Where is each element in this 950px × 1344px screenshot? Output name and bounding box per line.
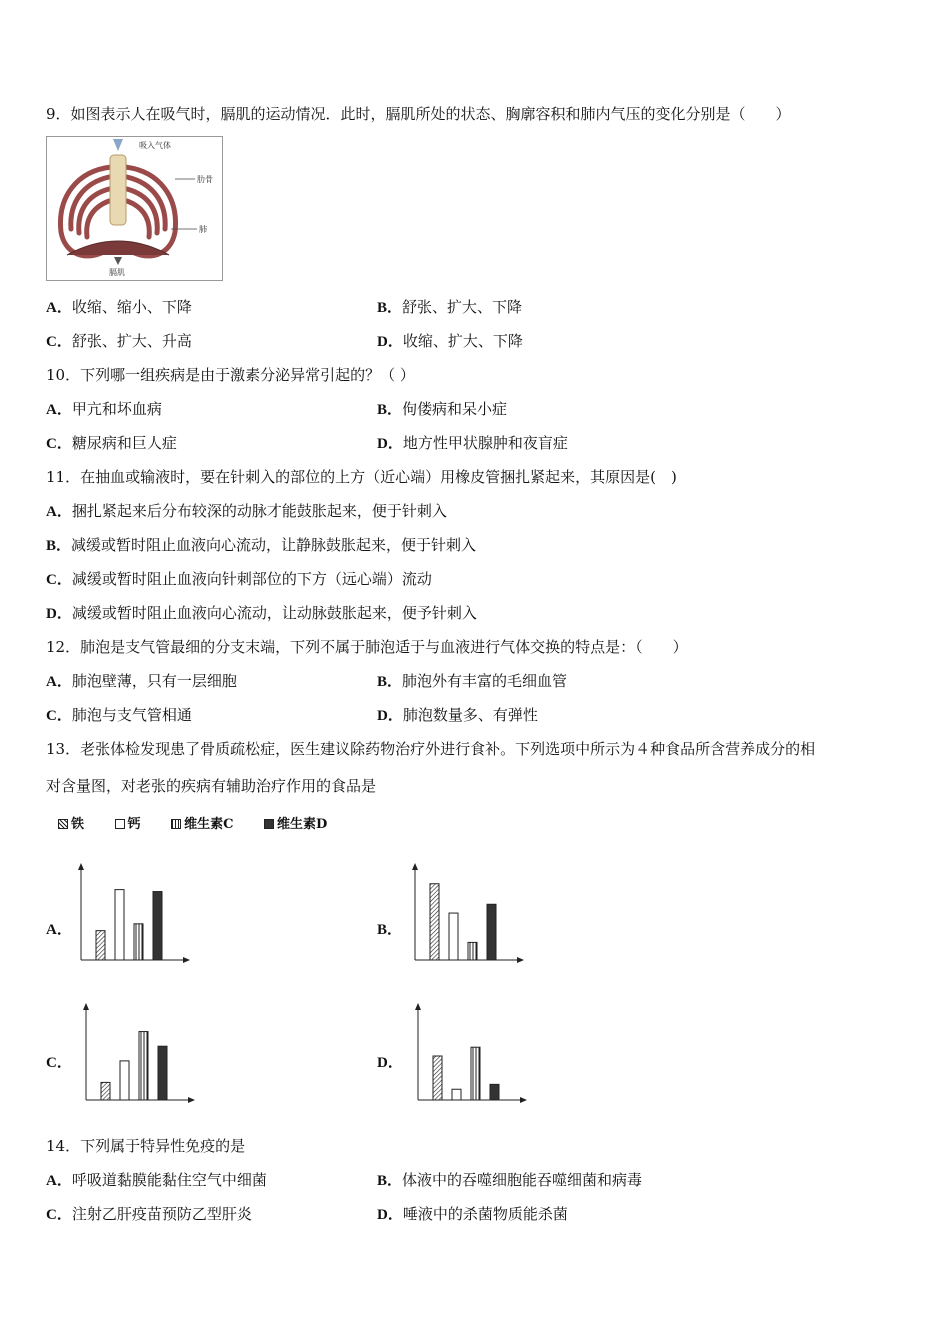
bar-iron: [433, 1056, 442, 1100]
question-13-stem-line2: 对含量图，对老张的疾病有辅助治疗作用的食品是: [46, 777, 377, 795]
q10-option-b[interactable]: B．佝偻病和呆小症: [377, 400, 508, 418]
q10-option-d[interactable]: D．地方性甲状腺肿和夜盲症: [377, 434, 568, 452]
q9-option-d[interactable]: D．收缩、扩大、下降: [377, 332, 523, 350]
bar-vitamin-d: [153, 892, 162, 960]
question-9-stem: 9．如图表示人在吸气时，膈肌的运动情况．此时，膈肌所处的状态、胸廓容积和肺内气压的变化分别是（ ）: [46, 105, 791, 123]
air-in-arrow-icon: [113, 139, 123, 151]
figure-label-diaphragm: 膈肌: [109, 268, 125, 277]
q11-option-a[interactable]: A．捆扎紧起来后分布较深的动脉才能鼓胀起来，便于针刺入: [46, 502, 447, 520]
q13-option-b-label[interactable]: B．: [377, 922, 403, 938]
legend-vitamin-d: 维生素D: [264, 813, 327, 832]
q14-option-d[interactable]: D．唾液中的杀菌物质能杀菌: [377, 1205, 568, 1223]
chart-b[interactable]: [406, 862, 526, 968]
bar-vitamin-d: [158, 1046, 167, 1100]
bar-calcium: [115, 890, 124, 960]
legend-iron: 铁: [58, 813, 84, 832]
chart-d[interactable]: [409, 1002, 529, 1108]
sternum: [110, 155, 126, 225]
figure-label-lung: 肺: [199, 225, 207, 234]
ribcage-illustration: [47, 137, 222, 280]
legend-calcium: 钙: [115, 813, 141, 832]
q14-option-a[interactable]: A．呼吸道黏膜能黏住空气中细菌: [46, 1171, 267, 1189]
bar-vitamin-c: [134, 924, 143, 960]
bar-vitamin-d: [490, 1084, 499, 1100]
diaphragm-shape: [67, 241, 169, 255]
q12-option-d[interactable]: D．肺泡数量多、有弹性: [377, 706, 538, 724]
bar-iron: [101, 1082, 110, 1100]
question-14-stem: 14．下列属于特异性免疫的是: [46, 1137, 246, 1155]
question-10-stem: 10．下列哪一组疾病是由于激素分泌异常引起的？（ ）: [46, 366, 415, 384]
q14-option-b[interactable]: B．体液中的吞噬细胞能吞噬细菌和病毒: [377, 1171, 643, 1189]
q13-option-c-label[interactable]: C．: [46, 1055, 72, 1071]
q10-option-a[interactable]: A．甲亢和坏血病: [46, 400, 162, 418]
chart-a[interactable]: [72, 862, 192, 968]
bar-calcium: [449, 913, 458, 960]
bar-iron: [430, 884, 439, 960]
q14-option-c[interactable]: C．注射乙肝疫苗预防乙型肝炎: [46, 1205, 252, 1223]
down-arrow-icon: [114, 257, 122, 265]
ribcage-figure: [46, 136, 223, 281]
q12-option-c[interactable]: C．肺泡与支气管相通: [46, 706, 192, 724]
q13-option-a-label[interactable]: A．: [46, 922, 72, 938]
q12-option-b[interactable]: B．肺泡外有丰富的毛细血管: [377, 672, 568, 690]
q11-option-c[interactable]: C．减缓或暂时阻止血液向针刺部位的下方（远心端）流动: [46, 570, 432, 588]
q9-option-a[interactable]: A．收缩、缩小、下降: [46, 298, 192, 316]
bar-calcium: [452, 1089, 461, 1100]
q10-option-c[interactable]: C．糖尿病和巨人症: [46, 434, 177, 452]
q13-option-d-label[interactable]: D．: [377, 1055, 403, 1071]
figure-label-rib: 肋骨: [197, 175, 213, 184]
q9-option-b[interactable]: B．舒张、扩大、下降: [377, 298, 523, 316]
bar-vitamin-c: [471, 1047, 480, 1100]
bar-calcium: [120, 1061, 129, 1100]
question-12-stem: 12．肺泡是支气管最细的分支末端，下列不属于肺泡适于与血液进行气体交换的特点是：（ ）: [46, 638, 688, 656]
legend-vitamin-c: 维生素C: [171, 813, 233, 832]
chart-c[interactable]: [77, 1002, 197, 1108]
bar-vitamin-d: [487, 904, 496, 960]
bar-vitamin-c: [468, 942, 477, 960]
chart-legend: [58, 813, 353, 832]
q9-option-c[interactable]: C．舒张、扩大、升高: [46, 332, 192, 350]
bar-vitamin-c: [139, 1032, 148, 1100]
q11-option-d[interactable]: D．减缓或暂时阻止血液向心流动，让动脉鼓胀起来，便予针刺入: [46, 604, 477, 622]
bar-iron: [96, 931, 105, 960]
question-11-stem: 11．在抽血或输液时，要在针刺入的部位的上方（近心端）用橡皮管捆扎紧起来，其原因是( ): [46, 468, 677, 486]
figure-label-air: 吸入气体: [139, 141, 171, 150]
q11-option-b[interactable]: B．减缓或暂时阻止血液向心流动，让静脉鼓胀起来，便于针刺入: [46, 536, 477, 554]
question-13-stem-line1: 13．老张体检发现患了骨质疏松症，医生建议除药物治疗外进行食补。下列选项中所示为４种食品所含营养成分的相: [46, 740, 816, 758]
q12-option-a[interactable]: A．肺泡壁薄，只有一层细胞: [46, 672, 237, 690]
